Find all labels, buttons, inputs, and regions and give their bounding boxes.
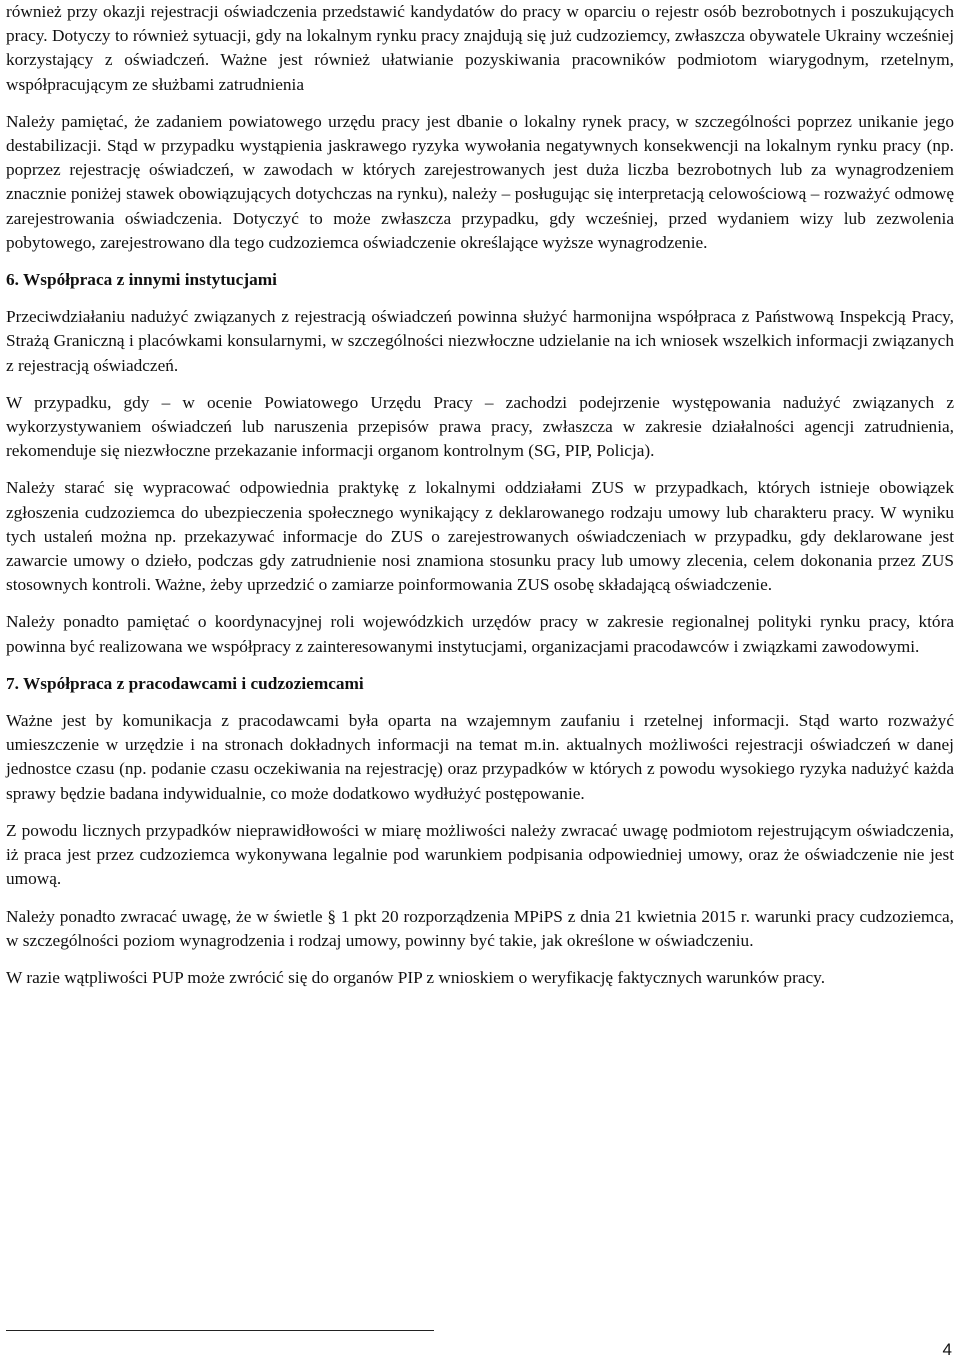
paragraph-zus-practice: Należy starać się wypracować odpowiednia praktykę z lokalnymi oddziałami ZUS w przypadkach, których istnieje obowiązek zgłoszenia cudzoziemca do ubezpieczenia społecznego wynikający z deklarowanego rodzaju umowy lub charakteru pracy. W wyniku tych ustaleń można np. przekazywać informacje do ZUS o zarejestrowanych oświadczeniach w przypadku, gdy deklarowane jest zawarcie umowy o dzieło, podczas gdy zatrudnienie nosi znamiona stosunku pracy lub umowy zlecenia, celem dokonania przez ZUS stosownych kontroli. Ważne, żeby uprzedzić o zamiarze poinformowania ZUS osobę składającą oświadczenie. (6, 478, 954, 595)
footnote-separator (6, 1330, 434, 1331)
paragraph-irregularities: Z powodu licznych przypadków nieprawidłowości w miarę możliwości należy zwracać uwagę podmiotom rejestrującym oświadczenia, iż praca jest przez cudzoziemca wykonywana legalnie pod warunkiem podpisania odpowiedniej umowy, oraz że oświadczenie nie jest umową. (6, 820, 954, 889)
paragraph-regional-coordination: Należy ponadto pamiętać o koordynacyjnej roli wojewódzkich urzędów pracy w zakresie regionalnej polityki rynku pracy, która powinna być realizowana we współpracy z zainteresowanymi instytucjami, organizacjami pracodawców i związkami zawodowymi. (6, 612, 954, 656)
paragraph-employer-communication: Ważne jest by komunikacja z pracodawcami była oparta na wzajemnym zaufaniu i rzetelnej informacji. Stąd warto rozważyć umieszczenie w urzędzie i na stronach dokładnych informacji na temat m.in. aktualnych możliwości rejestracji oświadczeń w danej jednostce czasu (np. podanie czasu oczekiwania na rejestrację) oraz przypadków w których z powodu wysokiego ryzyka nadużyć każda sprawy będzie badana indywidualnie, co może dodatkowo wydłużyć postępowanie. (6, 711, 954, 803)
section-7-heading: 7. Współpraca z pracodawcami i cudzoziemcami (6, 673, 364, 693)
paragraph-local-market: Należy pamiętać, że zadaniem powiatowego urzędu pracy jest dbanie o lokalny rynek pracy, w szczególności poprzez unikanie jego destabilizacji. Stąd w przypadku wystąpienia jaskrawego ryzyka wywołania negatywnych konsekwencji na lokalnym rynku pracy (np. poprzez rejestrację oświadczeń, w zawodach w których zarejestrowanych jest duża liczba bezrobotnych lub za wynagrodzeniem znacznie poniżej stawek obowiązujących dotychczas na rynku), należy – posługując się interpretacją celowościową – rozważyć odmowę zarejestrowania oświadczenia. Dotyczyć to może zwłaszcza przypadku, gdy wcześniej, przed wydaniem wizy lub zezwolenia pobytowego, zarejestrowano dla tego cudzoziemca oświadczenie określające wyższe wynagrodzenie. (6, 111, 954, 252)
paragraph-working-conditions: Należy ponadto zwracać uwagę, że w świetle § 1 pkt 20 rozporządzenia MPiPS z dnia 21 kwietnia 2015 r. warunki pracy cudzoziemca, w szczególności poziom wynagrodzenia i rodzaj umowy, powinny być takie, jak określone w oświadczeniu. (6, 906, 954, 950)
paragraph-pip-verification: W razie wątpliwości PUP może zwrócić się do organów PIP z wnioskiem o weryfikację faktycznych warunków pracy. (6, 967, 826, 987)
section-6-heading: 6. Współpraca z innymi instytucjami (6, 270, 277, 290)
page-number: 4 (942, 1340, 952, 1359)
paragraph-cooperation-institutions: Przeciwdziałaniu nadużyć związanych z rejestracją oświadczeń powinna służyć harmonijna współpraca z Państwową Inspekcją Pracy, Strażą Graniczną i placówkami konsularnymi, w szczególności niezwłoczne udzielanie na ich wniosek wszelkich informacji związanych z rejestracją oświadczeń. (6, 307, 954, 375)
document-page (6, 0, 954, 1003)
paragraph-abuse-suspicion: W przypadku, gdy – w ocenie Powiatowego Urzędu Pracy – zachodzi podejrzenie występowania nadużyć związanych z wykorzystywaniem oświadczeń lub naruszenia przepisów prawa pracy, zwłaszcza w zakresie działalności agencji zatrudnienia, rekomenduje się niezwłoczne przekazanie informacji organom kontrolnym (SG, PIP, Policja). (6, 392, 954, 461)
paragraph-intro-continued: również przy okazji rejestracji oświadczenia przedstawić kandydatów do pracy w oparciu o rejestr osób bezrobotnych i poszukujących pracy. Dotyczy to również sytuacji, gdy na lokalnym rynku pracy znajdują się już cudzoziemcy, zwłaszcza obywatele Ukrainy wcześniej korzystający z oświadczeń. Ważne jest również ułatwianie pozyskiwania pracowników podmiotom wiarygodnym, rzetelnym, współpracującym ze służbami zatrudnienia (6, 2, 954, 94)
